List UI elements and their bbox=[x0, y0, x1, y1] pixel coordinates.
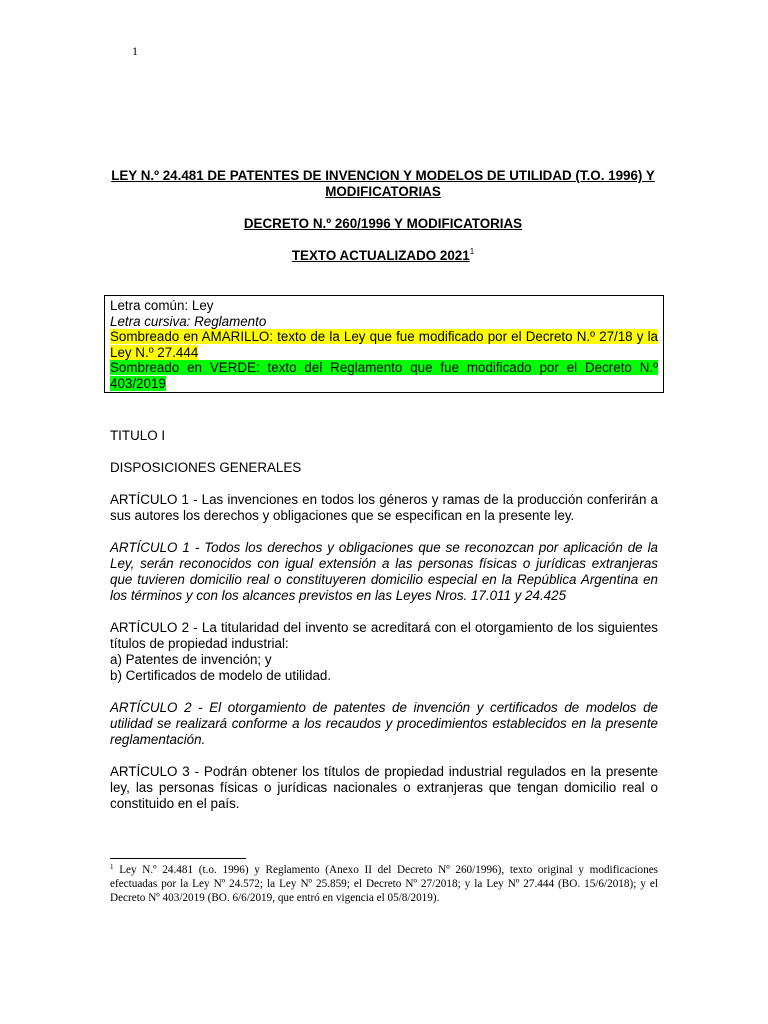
document-title: LEY N.º 24.481 DE PATENTES DE INVENCION Y MODELOS DE UTILIDAD (T.O. 1996) Y MODIFICATORIAS bbox=[111, 168, 655, 199]
footnote bbox=[110, 863, 658, 905]
legend-green-highlight: Sombreado en VERDE: texto del Reglamento que fue modificado por el Decreto N.º 403/2019 bbox=[110, 360, 658, 391]
legend-yellow-highlight: Sombreado en AMARILLO: texto de la Ley que fue modificado por el Decreto N.º 27/18 y la Ley N.º 27.444 bbox=[110, 329, 658, 360]
article-1-law: ARTÍCULO 1 - Las invenciones en todos los géneros y ramas de la producción conferirán a sus autores los derechos y obligaciones que se especifican en la presente ley. bbox=[110, 492, 658, 523]
article-1-regulation: ARTÍCULO 1 - Todos los derechos y obligaciones que se reconozcan por aplicación de la Ley, serán reconocidos con igual extensión a las personas físicas o jurídicas extranjeras que tuvieren domicilio real o constituyeren domicilio especial en la República Argentina en los términos y con los alcances previstos en las Leyes Nros. 17.011 y 24.425 bbox=[110, 540, 658, 603]
legend-box bbox=[104, 295, 664, 393]
article-2-item-a: a) Patentes de invención; y bbox=[110, 652, 272, 667]
footnote-reference[interactable]: 1 bbox=[469, 247, 475, 256]
page-number: 1 bbox=[132, 44, 138, 58]
updated-text-label: TEXTO ACTUALIZADO 2021 bbox=[291, 248, 470, 263]
footnote-text: Ley N.º 24.481 (t.o. 1996) y Reglamento (Anexo II del Decreto Nº 260/1996), texto original y modificaciones efectuadas por la Ley Nº 24.572; la Ley Nº 25.859; el Decreto Nº 27/2018; y la Ley Nº 27.444 (BO. 15/6/2018); y el Decreto Nº 403/2019 (BO. 6/6/2019, que entró en vigencia el 05/8/2019). bbox=[110, 864, 659, 904]
article-2-law: ARTÍCULO 2 - La titularidad del invento se acreditará con el otorgamiento de los siguientes títulos de propiedad industrial: bbox=[110, 620, 658, 651]
footnote-marker: 1 bbox=[110, 863, 114, 871]
legend-regulation: Letra cursiva: Reglamento bbox=[110, 313, 267, 329]
article-2-item-b: b) Certificados de modelo de utilidad. bbox=[110, 668, 332, 683]
titulo-heading: TITULO I bbox=[110, 428, 166, 443]
section-heading: DISPOSICIONES GENERALES bbox=[110, 460, 302, 475]
legend-yellow bbox=[110, 329, 658, 360]
legend-green bbox=[110, 360, 658, 391]
legend-law: Letra común: Ley bbox=[110, 298, 214, 313]
article-3-law: ARTÍCULO 3 - Podrán obtener los títulos de propiedad industrial regulados en la presente ley, las personas físicas o jurídicas nacionales o extranjeras que tengan domicilio real o constituido en el país. bbox=[110, 764, 658, 811]
document-body bbox=[110, 428, 658, 828]
updated-text-heading bbox=[108, 248, 658, 264]
footnote-divider bbox=[110, 858, 246, 859]
article-2-regulation: ARTÍCULO 2 - El otorgamiento de patentes de invención y certificados de modelos de utilidad se realizará conforme a los recaudos y procedimientos establecidos en la presente reglamentación. bbox=[110, 700, 658, 747]
document-subtitle: DECRETO N.º 260/1996 Y MODIFICATORIAS bbox=[243, 216, 523, 231]
